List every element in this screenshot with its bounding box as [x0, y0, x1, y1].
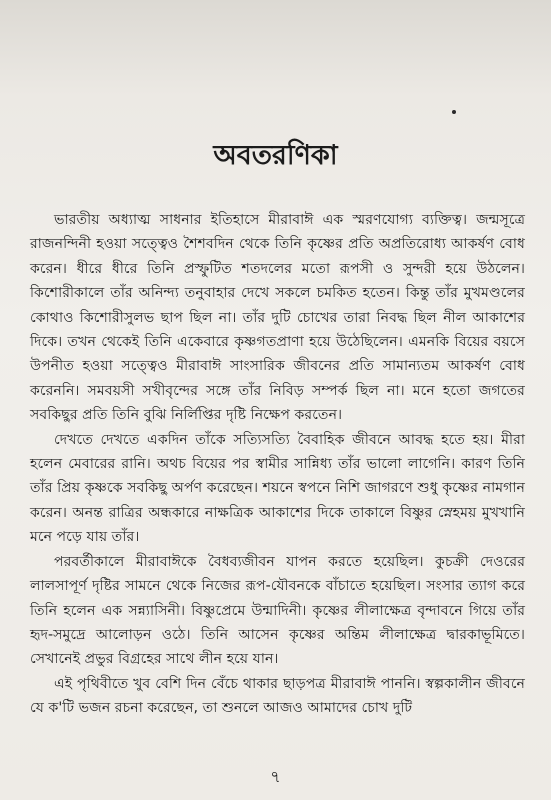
chapter-title: অবতরণিকা: [213, 140, 338, 171]
chapter-body: [30, 208, 525, 721]
paragraph-4: এই পৃথিবীতে খুব বেশি দিন বেঁচে থাকার ছাড়পত্র মীরাবাঈ পাননি। স্বল্পকালীন জীবনে যে ক'টি ভজন রচনা করেছেন, তা শুনলে আজও আমাদের চোখ দুটি: [30, 675, 525, 717]
ink-dot: [452, 110, 456, 114]
paragraph-3: পরবর্তীকালে মীরাবাঈকে বৈধব্যজীবন যাপন করতে হয়েছিল। কুচক্রী দেওরের লালসাপূর্ণ দৃষ্টির সামনে থেকে নিজের রূপ-যৌবনকে বাঁচাতে হয়েছিল। সংসার ত্যাগ করে তিনি হলেন এক সন্ন্যাসিনী। বিষ্ণুপ্রেমে উন্মাদিনী। কৃষ্ণের লীলাক্ষেত্র বৃন্দাবনে গিয়ে তাঁর হৃদ-সমুদ্রে আলোড়ন ওঠে। তিনি আসেন কৃষ্ণের অন্তিম লীলাক্ষেত্র দ্বারকাভূমিতে। সেখানেই প্রভুর বিগ্রহের সাথে লীন হয়ে যান।: [30, 553, 525, 668]
paragraph-2: দেখতে দেখতে একদিন তাঁকে সত্যিসত্যি বৈবাহিক জীবনে আবদ্ধ হতে হয়। মীরা হলেন মেবারের রানি। অথচ বিয়ের পর স্বামীর সান্নিধ্য তাঁর ভালো লাগেনি। কারণ তিনি তাঁর প্রিয় কৃষ্ণকে সবকিছু অর্পণ করেছেন। শয়নে স্বপনে নিশি জাগরণে শুধু কৃষ্ণের নামগান করেন। অনন্ত রাত্রির অন্ধকারে নাক্ষত্রিক আকাশের দিকে তাকালে বিষ্ণুর স্নেহময় মুখখানি মনে পড়ে যায় তাঁর।: [30, 431, 525, 546]
paragraph-1: ভারতীয় অধ্যাত্ম সাধনার ইতিহাসে মীরাবাঈ এক স্মরণযোগ্য ব্যক্তিত্ব। জন্মসূত্রে রাজনন্দিনী হওয়া সত্ত্বেও শৈশবদিন থেকে তিনি কৃষ্ণের প্রতি অপ্রতিরোধ্য আকর্ষণ বোধ করেন। ধীরে ধীরে তিনি প্রস্ফুটিত শতদলের মতো রূপসী ও সুন্দরী হয়ে উঠলেন। কিশোরীকালে তাঁর অনিন্দ্য তনুবাহার দেখে সকলে চমকিত হতেন। কিন্তু তাঁর মুখমণ্ডলের কোথাও কিশোরীসুলভ ছাপ ছিল না। তাঁর দুটি চোখের তারা নিবদ্ধ ছিল নীল আকাশের দিকে। তখন থেকেই তিনি একেবারে কৃষ্ণগতপ্রাণা হয়ে উঠেছিলেন। এমনকি বিয়ের বয়সে উপনীত হওয়া সত্ত্বেও মীরাবাঈ সাংসারিক জীবনের প্রতি সামান্যতম আকর্ষণ বোধ করেননি। সমবয়সী সখীবৃন্দের সঙ্গে তাঁর নিবিড় সম্পর্ক ছিল না। মনে হতো জগতের সবকিছুর প্রতি তিনি বুঝি নির্লিপ্তির দৃষ্টি নিক্ষেপ করতেন।: [30, 212, 525, 424]
page-number: ৭: [270, 767, 281, 786]
show-through-text: [60, 4, 500, 24]
